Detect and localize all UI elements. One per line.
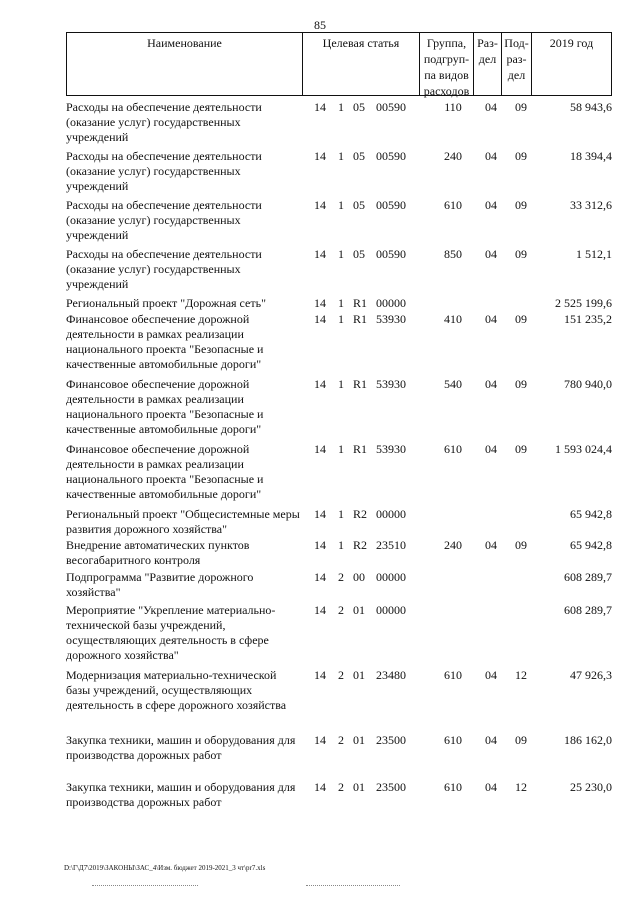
- row-target-code-3: 01: [353, 780, 365, 794]
- row-name: Подпрограмма "Развитие дорожного хозяйства": [66, 570, 254, 599]
- row-target-code-2: 1: [338, 538, 344, 552]
- row-section: 04: [485, 247, 497, 261]
- row-target-code-3: 01: [353, 668, 365, 682]
- row-target-code-1: 14: [314, 198, 326, 212]
- row-target-code-2: 1: [338, 149, 344, 163]
- row-target-code-2: 1: [338, 247, 344, 261]
- row-target-code-1: 14: [314, 149, 326, 163]
- row-target-code-2: 1: [338, 442, 344, 456]
- row-target-code-2: 1: [338, 198, 344, 212]
- row-expense-group: 610: [444, 780, 462, 794]
- row-expense-group: 610: [444, 198, 462, 212]
- row-amount: 18 394,4: [570, 149, 612, 163]
- row-target-code-4: 00590: [376, 149, 406, 163]
- file-path-footer: D:\Г\Д7\2019\ЗАКОНЫ\ЗАС_4\Изм. бюджет 2019-2021_3 чт\pr7.xls: [64, 864, 266, 872]
- row-target-code-1: 14: [314, 100, 326, 114]
- row-amount: 608 289,7: [564, 603, 612, 617]
- row-target-code-2: 1: [338, 377, 344, 391]
- row-amount: 65 942,8: [570, 538, 612, 552]
- row-name: Модернизация материально-технической базы учреждений, осуществляющих деятельность в сфере дорожного хозяйства: [66, 668, 287, 712]
- header-subsection: Под-раз-дел: [502, 33, 532, 95]
- row-target-code-3: 05: [353, 247, 365, 261]
- row-target-code-4: 53930: [376, 312, 406, 326]
- row-target-code-3: R2: [353, 538, 368, 552]
- row-amount: 1 593 024,4: [555, 442, 612, 456]
- row-target-code-4: 23480: [376, 668, 406, 682]
- row-target-code-3: 05: [353, 149, 365, 163]
- row-expense-group: 240: [444, 149, 462, 163]
- row-target-code-3: 05: [353, 198, 365, 212]
- row-expense-group: 850: [444, 247, 462, 261]
- row-amount: 780 940,0: [564, 377, 612, 391]
- row-target-code-3: R2: [353, 507, 368, 521]
- row-section: 04: [485, 668, 497, 682]
- row-subsection: 09: [515, 538, 527, 552]
- row-section: 04: [485, 733, 497, 747]
- row-amount: 1 512,1: [576, 247, 612, 261]
- row-target-code-1: 14: [314, 780, 326, 794]
- row-target-code-3: R1: [353, 296, 368, 310]
- row-target-code-4: 00000: [376, 603, 406, 617]
- row-target-code-4: 00590: [376, 247, 406, 261]
- row-target-code-4: 00000: [376, 570, 406, 584]
- footer-rule-right: [306, 885, 400, 886]
- row-target-code-1: 14: [314, 442, 326, 456]
- row-subsection: 09: [515, 442, 527, 456]
- row-target-code-4: 23500: [376, 780, 406, 794]
- row-subsection: 09: [515, 247, 527, 261]
- row-target-code-1: 14: [314, 733, 326, 747]
- row-target-code-1: 14: [314, 538, 326, 552]
- row-name: Расходы на обеспечение деятельности (оказание услуг) государственных учреждений: [66, 149, 262, 193]
- row-target-code-3: 01: [353, 733, 365, 747]
- row-expense-group: 540: [444, 377, 462, 391]
- row-expense-group: 610: [444, 668, 462, 682]
- row-target-code-1: 14: [314, 570, 326, 584]
- row-subsection: 09: [515, 377, 527, 391]
- row-target-code-2: 1: [338, 296, 344, 310]
- row-name: Закупка техники, машин и оборудования для производства дорожных работ: [66, 780, 296, 809]
- row-target-code-2: 1: [338, 507, 344, 521]
- row-target-code-4: 23510: [376, 538, 406, 552]
- header-year: 2019 год: [549, 36, 594, 50]
- row-target-code-3: R1: [353, 312, 368, 326]
- row-target-code-1: 14: [314, 312, 326, 326]
- row-expense-group: 610: [444, 442, 462, 456]
- row-section: 04: [485, 780, 497, 794]
- row-target-code-1: 14: [314, 377, 326, 391]
- row-name: Региональный проект "Дорожная сеть": [66, 296, 266, 310]
- footer-rule-left: [92, 885, 198, 886]
- row-subsection: 12: [515, 780, 527, 794]
- row-section: 04: [485, 538, 497, 552]
- row-name: Расходы на обеспечение деятельности (оказание услуг) государственных учреждений: [66, 100, 262, 144]
- row-amount: 33 312,6: [570, 198, 612, 212]
- row-target-code-4: 00590: [376, 100, 406, 114]
- header-section: Раз-дел: [474, 33, 502, 95]
- row-subsection: 09: [515, 198, 527, 212]
- row-target-code-2: 1: [338, 100, 344, 114]
- row-amount: 186 162,0: [564, 733, 612, 747]
- row-section: 04: [485, 100, 497, 114]
- row-section: 04: [485, 149, 497, 163]
- row-target-code-4: 53930: [376, 377, 406, 391]
- row-expense-group: 610: [444, 733, 462, 747]
- row-section: 04: [485, 198, 497, 212]
- row-subsection: 09: [515, 100, 527, 114]
- row-amount: 608 289,7: [564, 570, 612, 584]
- row-name: Финансовое обеспечение дорожной деятельности в рамках реализации национального проекта "Безопасные и качественные автомобильные дороги": [66, 442, 264, 501]
- row-target-code-3: R1: [353, 442, 368, 456]
- row-target-code-4: 00590: [376, 198, 406, 212]
- table-header: [66, 32, 612, 96]
- row-target-code-3: 00: [353, 570, 365, 584]
- row-target-code-1: 14: [314, 247, 326, 261]
- row-expense-group: 110: [444, 100, 462, 114]
- row-name: Региональный проект "Общесистемные меры развития дорожного хозяйства": [66, 507, 300, 536]
- row-target-code-2: 2: [338, 733, 344, 747]
- row-amount: 58 943,6: [570, 100, 612, 114]
- row-target-code-4: 00000: [376, 507, 406, 521]
- row-target-code-1: 14: [314, 603, 326, 617]
- row-subsection: 09: [515, 312, 527, 326]
- row-target-code-2: 2: [338, 668, 344, 682]
- header-target-article: Целевая статья: [303, 33, 420, 95]
- header-name: Наименование: [67, 33, 303, 95]
- header-expense-group: Группа, подгруп-па видов расходов: [420, 33, 474, 95]
- row-name: Внедрение автоматических пунктов весогабаритного контроля: [66, 538, 250, 567]
- row-name: Расходы на обеспечение деятельности (оказание услуг) государственных учреждений: [66, 198, 262, 242]
- row-subsection: 09: [515, 733, 527, 747]
- row-target-code-2: 2: [338, 570, 344, 584]
- row-expense-group: 410: [444, 312, 462, 326]
- row-target-code-3: 01: [353, 603, 365, 617]
- row-section: 04: [485, 442, 497, 456]
- row-amount: 2 525 199,6: [555, 296, 612, 310]
- row-name: Финансовое обеспечение дорожной деятельности в рамках реализации национального проекта "Безопасные и качественные автомобильные дороги": [66, 312, 264, 371]
- row-target-code-1: 14: [314, 668, 326, 682]
- row-target-code-4: 00000: [376, 296, 406, 310]
- row-target-code-1: 14: [314, 296, 326, 310]
- row-name: Финансовое обеспечение дорожной деятельности в рамках реализации национального проекта "Безопасные и качественные автомобильные дороги": [66, 377, 264, 436]
- row-amount: 25 230,0: [570, 780, 612, 794]
- row-amount: 151 235,2: [564, 312, 612, 326]
- row-amount: 47 926,3: [570, 668, 612, 682]
- row-target-code-4: 23500: [376, 733, 406, 747]
- row-name: Мероприятие "Укрепление материально-технической базы учреждений, осуществляющих деятельность в сфере дорожного хозяйства": [66, 603, 276, 662]
- row-target-code-4: 53930: [376, 442, 406, 456]
- row-expense-group: 240: [444, 538, 462, 552]
- page-number: 85: [314, 18, 326, 32]
- row-target-code-3: 05: [353, 100, 365, 114]
- row-target-code-2: 2: [338, 603, 344, 617]
- row-target-code-2: 1: [338, 312, 344, 326]
- row-target-code-2: 2: [338, 780, 344, 794]
- row-name: Расходы на обеспечение деятельности (оказание услуг) государственных учреждений: [66, 247, 262, 291]
- row-subsection: 12: [515, 668, 527, 682]
- row-name: Закупка техники, машин и оборудования для производства дорожных работ: [66, 733, 296, 762]
- row-target-code-3: R1: [353, 377, 368, 391]
- row-target-code-1: 14: [314, 507, 326, 521]
- row-amount: 65 942,8: [570, 507, 612, 521]
- row-section: 04: [485, 377, 497, 391]
- row-section: 04: [485, 312, 497, 326]
- row-subsection: 09: [515, 149, 527, 163]
